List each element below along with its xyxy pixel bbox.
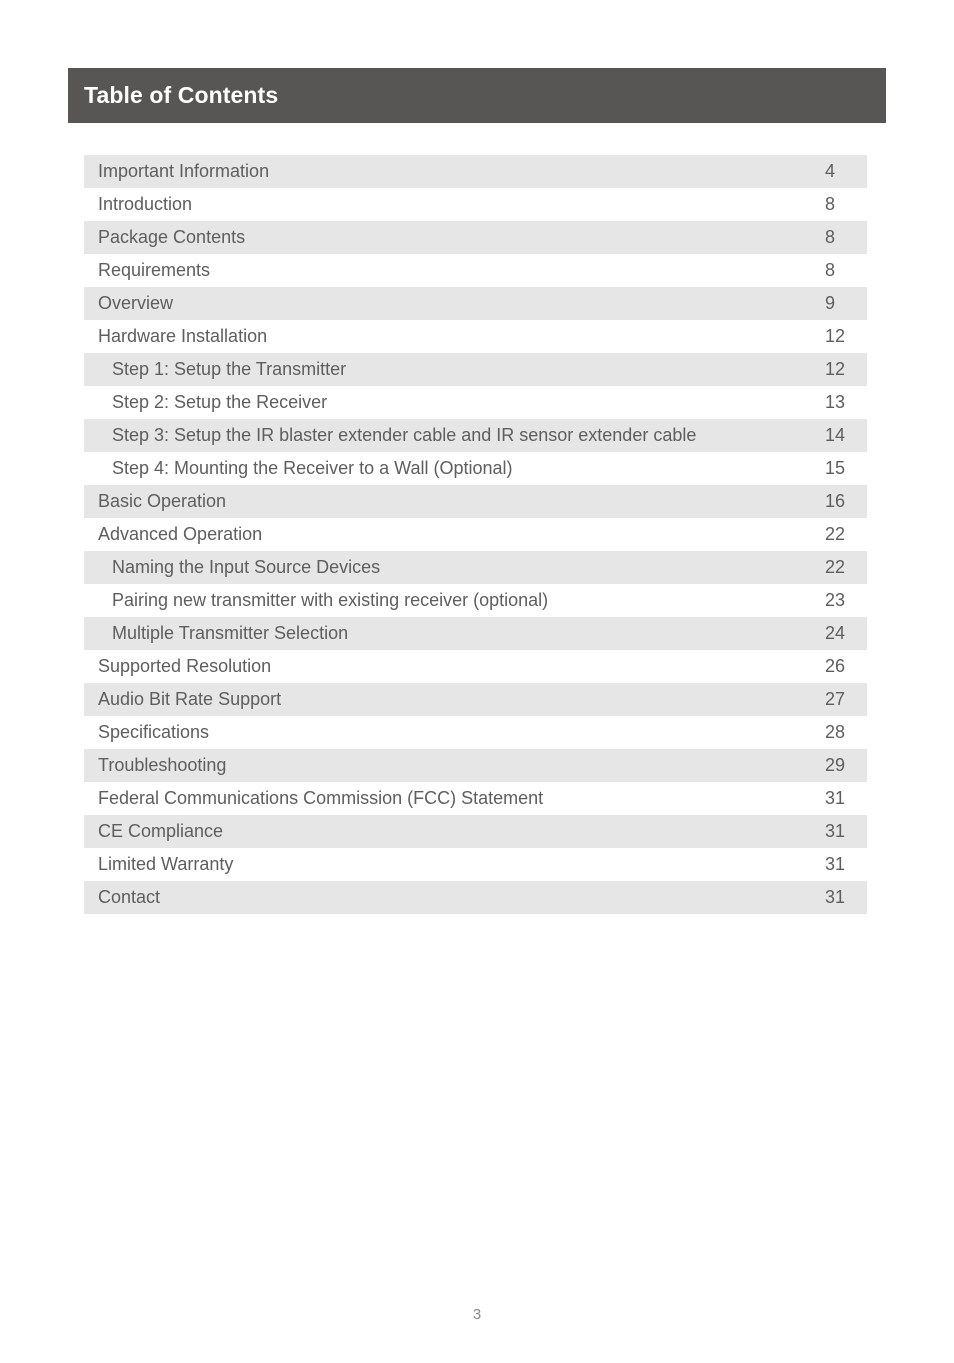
toc-entry-page: 9 <box>825 293 836 313</box>
toc-entry[interactable] <box>84 155 867 188</box>
toc-entry[interactable] <box>84 815 867 848</box>
toc-list <box>84 155 867 914</box>
toc-entry-label: Basic Operation <box>98 491 227 511</box>
toc-entry-page: 8 <box>825 194 836 214</box>
toc-entry[interactable] <box>84 716 867 749</box>
toc-entry-label: Supported Resolution <box>98 656 272 676</box>
toc-entry-page: 12 <box>825 359 846 379</box>
toc-entry-label: Pairing new transmitter with existing receiver (optional) <box>112 590 549 610</box>
toc-entry[interactable] <box>84 650 867 683</box>
toc-entry[interactable] <box>84 188 867 221</box>
toc-entry-page: 22 <box>825 524 846 544</box>
toc-entry-label: Advanced Operation <box>98 524 263 544</box>
page-number: 3 <box>472 1306 482 1323</box>
toc-entry-page: 31 <box>825 854 846 874</box>
toc-entry[interactable] <box>84 320 867 353</box>
toc-entry-label: CE Compliance <box>98 821 224 841</box>
toc-entry-page: 28 <box>825 722 846 742</box>
toc-entry-label: Naming the Input Source Devices <box>112 557 381 577</box>
toc-entry-page: 8 <box>825 227 836 247</box>
toc-entry[interactable] <box>84 254 867 287</box>
toc-entry[interactable] <box>84 221 867 254</box>
toc-entry[interactable] <box>84 749 867 782</box>
toc-entry-page: 24 <box>825 623 846 643</box>
toc-entry[interactable] <box>84 617 867 650</box>
toc-entry-label: Overview <box>98 293 174 313</box>
toc-entry-page: 16 <box>825 491 846 511</box>
toc-entry-page: 13 <box>825 392 846 412</box>
toc-entry[interactable] <box>84 485 867 518</box>
toc-entry-label: Federal Communications Commission (FCC) Statement <box>98 788 544 808</box>
toc-entry[interactable] <box>84 419 867 452</box>
toc-entry-page: 23 <box>825 590 846 610</box>
toc-entry[interactable] <box>84 683 867 716</box>
toc-entry-page: 31 <box>825 788 846 808</box>
toc-entry[interactable] <box>84 287 867 320</box>
toc-entry-page: 14 <box>825 425 846 445</box>
toc-entry-label: Multiple Transmitter Selection <box>112 623 349 643</box>
toc-entry-page: 4 <box>825 161 836 181</box>
toc-entry[interactable] <box>84 353 867 386</box>
toc-header-bar <box>68 68 886 123</box>
toc-entry-label: Step 1: Setup the Transmitter <box>112 359 347 379</box>
toc-entry[interactable] <box>84 452 867 485</box>
toc-entry-page: 31 <box>825 887 846 907</box>
toc-entry-label: Troubleshooting <box>98 755 227 775</box>
toc-entry-page: 15 <box>825 458 846 478</box>
toc-entry-label: Step 2: Setup the Receiver <box>112 392 328 412</box>
toc-entry[interactable] <box>84 518 867 551</box>
toc-entry-page: 31 <box>825 821 846 841</box>
toc-entry[interactable] <box>84 551 867 584</box>
toc-entry[interactable] <box>84 386 867 419</box>
toc-entry-label: Specifications <box>98 722 210 742</box>
toc-entry-label: Limited Warranty <box>98 854 234 874</box>
toc-entry[interactable] <box>84 782 867 815</box>
toc-entry-label: Requirements <box>98 260 211 280</box>
toc-entry-page: 26 <box>825 656 846 676</box>
toc-entry-label: Hardware Installation <box>98 326 268 346</box>
toc-entry-page: 22 <box>825 557 846 577</box>
toc-entry[interactable] <box>84 848 867 881</box>
page-title: Table of Contents <box>84 82 279 108</box>
toc-entry[interactable] <box>84 584 867 617</box>
toc-entry-page: 8 <box>825 260 836 280</box>
toc-entry-label: Audio Bit Rate Support <box>98 689 282 709</box>
toc-entry-label: Step 4: Mounting the Receiver to a Wall (Optional) <box>112 458 513 478</box>
toc-entry-label: Important Information <box>98 161 270 181</box>
toc-entry-label: Introduction <box>98 194 193 214</box>
toc-entry-page: 27 <box>825 689 846 709</box>
toc-entry-label: Package Contents <box>98 227 246 247</box>
toc-entry-label: Contact <box>98 887 161 907</box>
toc-entry-page: 12 <box>825 326 846 346</box>
toc-entry[interactable] <box>84 881 867 914</box>
toc-entry-label: Step 3: Setup the IR blaster extender cable and IR sensor extender cable <box>112 425 697 445</box>
toc-entry-page: 29 <box>825 755 846 775</box>
